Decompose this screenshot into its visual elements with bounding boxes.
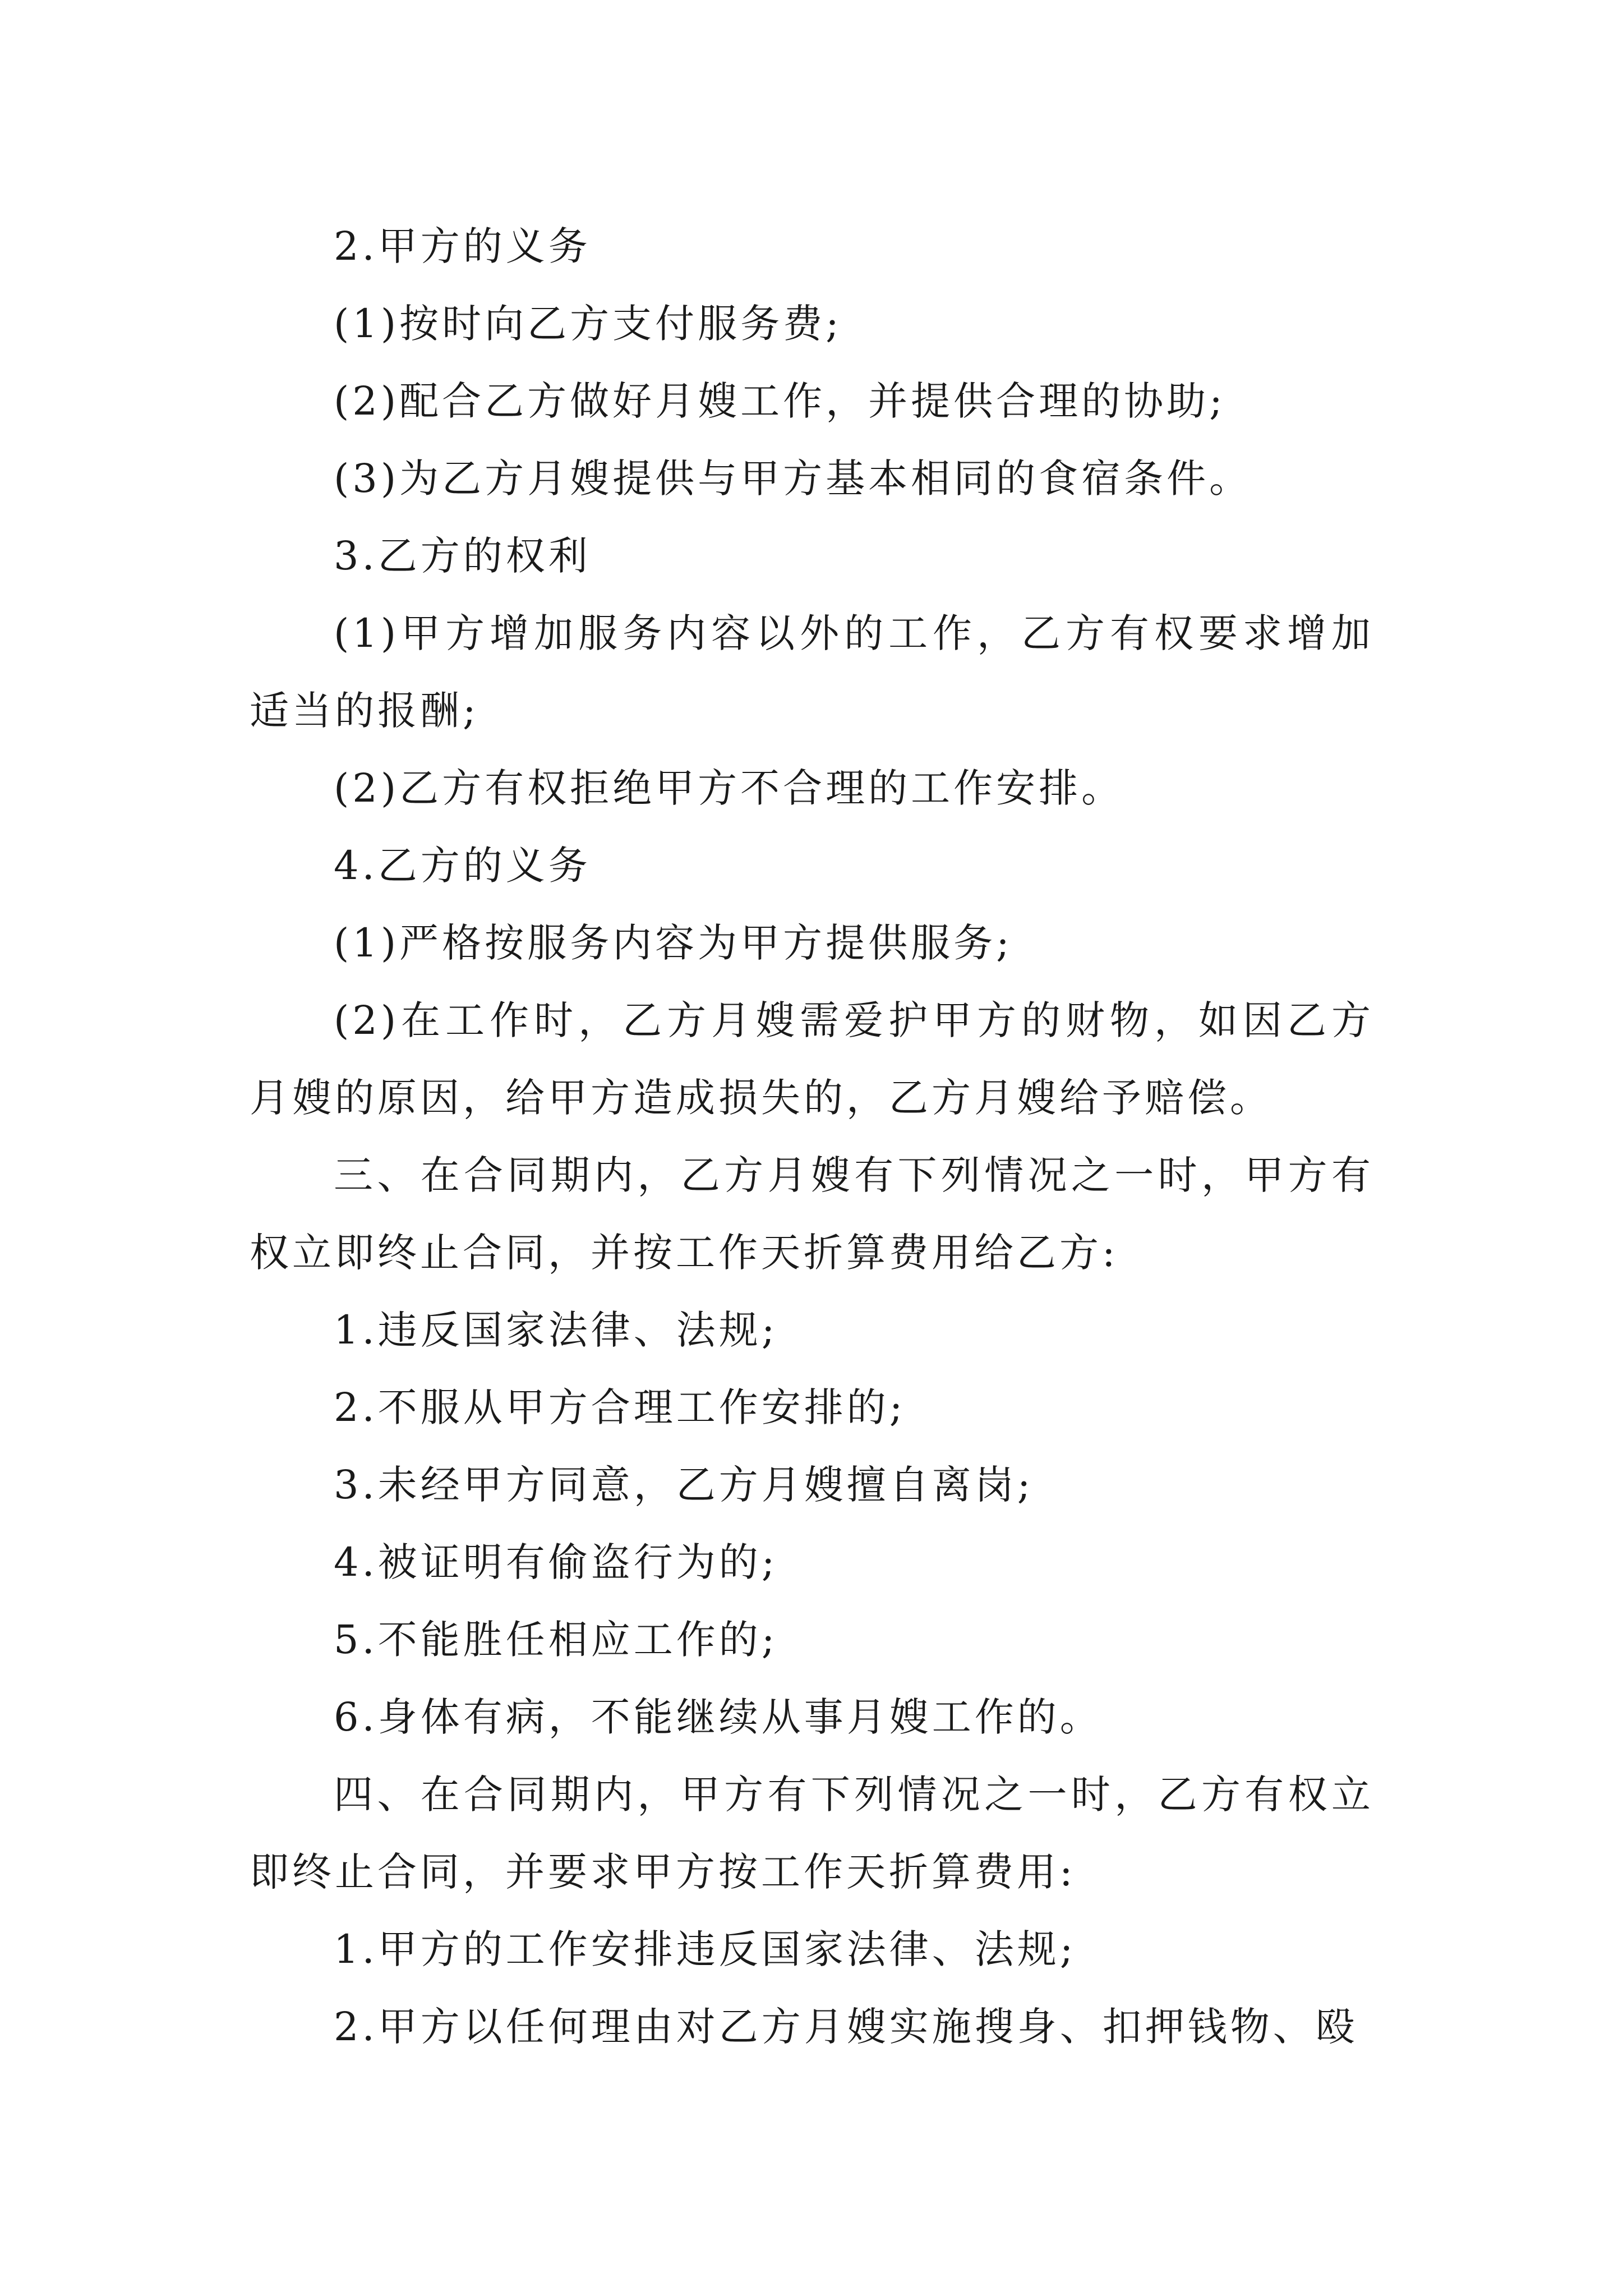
paragraph-b-obligation-2: (2)在工作时，乙方月嫂需爱护甲方的财物，如因乙方月嫂的原因，给甲方造成损失的，乙方月嫂给予赔偿。 [250, 997, 1374, 1121]
paragraph-b-obligation-1: (1)严格按服务内容为甲方提供服务; [334, 920, 1013, 966]
paragraph-obligation-1: (1)按时向乙方支付服务费; [334, 301, 842, 347]
paragraph-termination-1: 1.违反国家法律、法规; [334, 1307, 778, 1353]
paragraph-right-1: (1)甲方增加服务内容以外的工作，乙方有权要求增加适当的报酬; [250, 610, 1374, 734]
paragraph-right-2: (2)乙方有权拒绝甲方不合理的工作安排。 [334, 765, 1124, 811]
paragraph-obligation-3: (3)为乙方月嫂提供与甲方基本相同的食宿条件。 [334, 455, 1252, 501]
paragraph-b-termination-2: 2.甲方以任何理由对乙方月嫂实施搜身、扣押钱物、殴 [334, 2004, 1358, 2050]
paragraph-termination-4: 4.被证明有偷盗行为的; [334, 1539, 778, 1585]
paragraph-termination-3: 3.未经甲方同意，乙方月嫂擅自离岗; [334, 1462, 1034, 1508]
paragraph-b-termination-1: 1.甲方的工作安排违反国家法律、法规; [334, 1926, 1077, 1972]
paragraph-party-b-obligations-heading: 4.乙方的义务 [334, 843, 591, 889]
paragraph-section-four: 四、在合同期内，甲方有下列情况之一时，乙方有权立即终止合同，并要求甲方按工作天折算费用: [250, 1772, 1374, 1895]
paragraph-termination-2: 2.不服从甲方合理工作安排的; [334, 1384, 906, 1430]
paragraph-obligation-2: (2)配合乙方做好月嫂工作，并提供合理的协助; [334, 378, 1226, 424]
paragraph-termination-5: 5.不能胜任相应工作的; [334, 1617, 778, 1663]
paragraph-section-three: 三、在合同期内，乙方月嫂有下列情况之一时，甲方有权立即终止合同，并按工作天折算费用给乙方: [250, 1152, 1374, 1276]
document-body [250, 208, 1374, 2065]
paragraph-party-a-obligations-heading: 2.甲方的义务 [334, 223, 591, 269]
paragraph-party-b-rights-heading: 3.乙方的权利 [334, 533, 591, 579]
paragraph-termination-6: 6.身体有病，不能继续从事月嫂工作的。 [334, 1694, 1103, 1740]
